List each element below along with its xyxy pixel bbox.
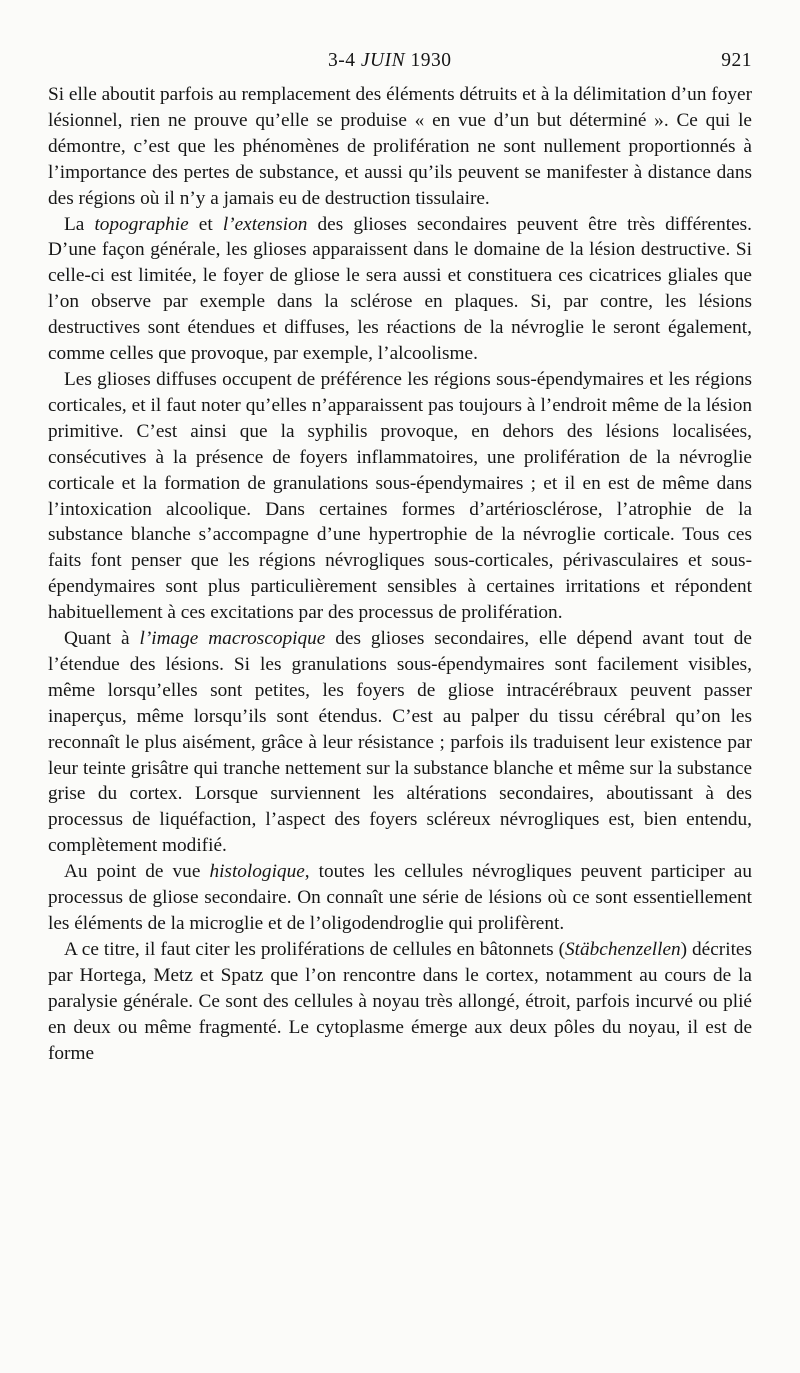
paragraph-1: Si elle aboutit parfois au remplacement des éléments détruits et à la délimitation d’un foyer lésionnel, rien ne prouve qu’elle se produise « en vue d’un but déterminé ». Ce qui le démontre, c’est que les phénomènes de prolifération ne sont nullement proportionnés à l’importance des pertes de substance, et aussi qu’ils peuvent se manifester à distance dans des régions où il n’y a jamais eu de destruction tissulaire.: [48, 84, 752, 209]
paragraph-4: Quant à l’image macroscopique des glioses secondaires, elle dépend avant tout de l’étendue des lésions. Si les granulations sous-épendymaires sont facilement visibles, même lorsqu’elles sont petites, les foyers de gliose intracérébraux peuvent passer inaperçus, même lorsqu’ils sont étendus. C’est au palper du tissu cérébral qu’on les reconnaît le plus aisément, grâce à leur résistance ; parfois ils traduisent leur existence par leur teinte grisâtre qui tranche nettement sur la substance blanche et même sur la substance grise du cortex. Lorsque surviennent les altérations secondaires, aboutissant à des processus de liquéfaction, l’aspect des foyers scléreux névrogliques est, bien entendu, complètement modifié.: [48, 628, 752, 857]
paragraph-6: A ce titre, il faut citer les proliférations de cellules en bâtonnets (Stäbchenzellen) décrites par Hortega, Metz et Spatz que l’on rencontre dans le cortex, notamment au cours de la paralysie générale. Ce sont des cellules à noyau très allongé, étroit, parfois incurvé ou plié en deux ou même fragmenté. Le cytoplasme émerge aux deux pôles du noyau, il est de forme: [48, 938, 752, 1064]
paragraph-3: Les glioses diffuses occupent de préférence les régions sous-épendymaires et les régions corticales, et il faut noter qu’elles n’apparaissent pas toujours à l’endroit même de la lésion primitive. C’est ainsi que la syphilis provoque, en dehors des lésions localisées, consécutives à la présence de foyers inflammatoires, une prolifération de la névroglie corticale et la formation de granulations sous-épendymaires ; et il en est de même dans l’intoxication alcoolique. Dans certaines formes d’artériosclérose, l’atrophie de la substance blanche s’accompagne d’une hypertrophie de la névroglie corticale. Tous ces faits font penser que les régions névrogliques sous-corticales, périvasculaires et sous-épendymaires sont plus particulièrement sensibles à certaines irritations et répondent habituellement à ces excitations par des processus de prolifération.: [48, 368, 752, 624]
italic-term: Stäbchenzellen: [565, 938, 681, 960]
page-number: 921: [721, 50, 752, 71]
issue-date: 3-4 JUIN 1930: [328, 50, 452, 71]
paragraph-2: La topographie et l’extension des glioses secondaires peuvent être très différentes. D’une façon générale, les glioses apparaissent dans le domaine de la lésion destructive. Si celle-ci est limitée, le foyer de gliose le sera aussi et constituera ces cicatrices gliales que l’on observe par exemple dans la sclérose en plaques. Si, par contre, les lésions destructives sont étendues et diffuses, les réactions de la névroglie le seront également, comme celles que provoque, par exemple, l’alcoolisme.: [48, 213, 752, 365]
italic-term: l’extension: [222, 213, 308, 235]
body-text: [48, 82, 752, 1066]
italic-term: l’image macroscopique: [139, 628, 326, 650]
book-page: [48, 48, 752, 1348]
italic-term: topographie: [94, 213, 189, 235]
running-head: [48, 48, 752, 82]
paragraph-5: Au point de vue histologique, toutes les cellules névrogliques peuvent participer au processus de gliose secondaire. On connaît une série de lésions où ce sont essentiellement les éléments de la microglie et de l’oligodendroglie qui prolifèrent.: [48, 861, 752, 934]
issue-month: JUIN: [360, 50, 406, 71]
italic-term: histologique: [209, 861, 305, 883]
